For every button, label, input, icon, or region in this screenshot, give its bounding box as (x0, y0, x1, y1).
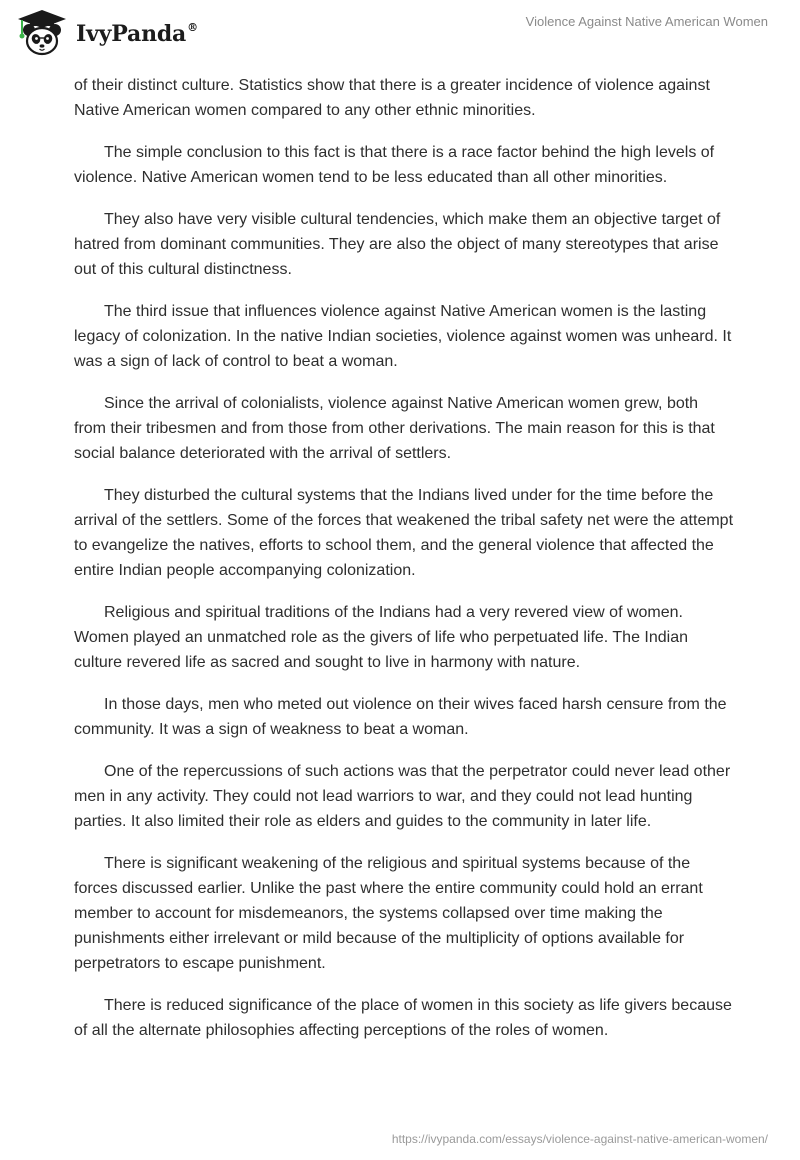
registered-mark: ® (187, 21, 198, 34)
paragraph: They disturbed the cultural systems that the Indians lived under for the time before the arrival of the settlers. Some of the forces that weakened the tribal safety net were the attempt to evangelize the natives, efforts to school them, and the general violence that affected the entire Indian people accompanying colonization. (74, 487, 734, 579)
brand-logo[interactable] (14, 8, 198, 58)
paragraph: Religious and spiritual traditions of the Indians had a very revered view of women. Women played an unmatched role as the givers of life who perpetuated life. The Indian culture revered life as sacred and sought to live in harmony with nature. (74, 604, 689, 671)
brand-name: IvyPanda® (76, 21, 198, 47)
paragraph: Since the arrival of colonialists, violence against Native American women grew, both from their tribesmen and from those from other derivations. The main reason for this is that social balance deteriorated with the arrival of settlers. (74, 395, 715, 462)
source-url[interactable]: https://ivypanda.com/essays/violence-against-native-american-women/ (391, 1132, 768, 1146)
paragraph: The third issue that influences violence against Native American women is the lasting legacy of colonization. In the native Indian societies, violence against women was unheard. It was a sign of lack of control to beat a woman. (74, 303, 732, 370)
paragraph: In those days, men who meted out violence on their wives faced harsh censure from the community. It was a sign of weakness to beat a woman. (74, 696, 727, 738)
panda-graduate-icon (14, 8, 70, 58)
paragraph: There is reduced significance of the place of women in this society as life givers because of all the alternate philosophies affecting perceptions of the roles of women. (74, 997, 732, 1039)
page-header (0, 0, 800, 72)
paragraph: One of the repercussions of such actions was that the perpetrator could never lead other men in any activity. They could not lead warriors to war, and they could not lead hunting parties. It also limited their role as elders and guides to the community in later life. (74, 763, 731, 830)
document-title: Violence Against Native American Women (525, 14, 768, 29)
paragraph: There is significant weakening of the religious and spiritual systems because of the forces discussed earlier. Unlike the past where the entire community could hold an errant member to account for misdemeanors, the systems collapsed over time making the punishments either irrelevant or mild because of the multiplicity of options available for perpetrators to escape punishment. (74, 855, 703, 972)
essay-body (74, 73, 734, 1060)
paragraph: The simple conclusion to this fact is that there is a race factor behind the high levels of violence. Native American women tend to be less educated than all other minorities. (74, 144, 715, 186)
paragraph: of their distinct culture. Statistics show that there is a greater incidence of violence against Native American women compared to any other ethnic minorities. (74, 77, 710, 119)
paragraph: They also have very visible cultural tendencies, which make them an objective target of hatred from dominant communities. They are also the object of many stereotypes that arise out of this cultural distinctness. (74, 211, 721, 278)
